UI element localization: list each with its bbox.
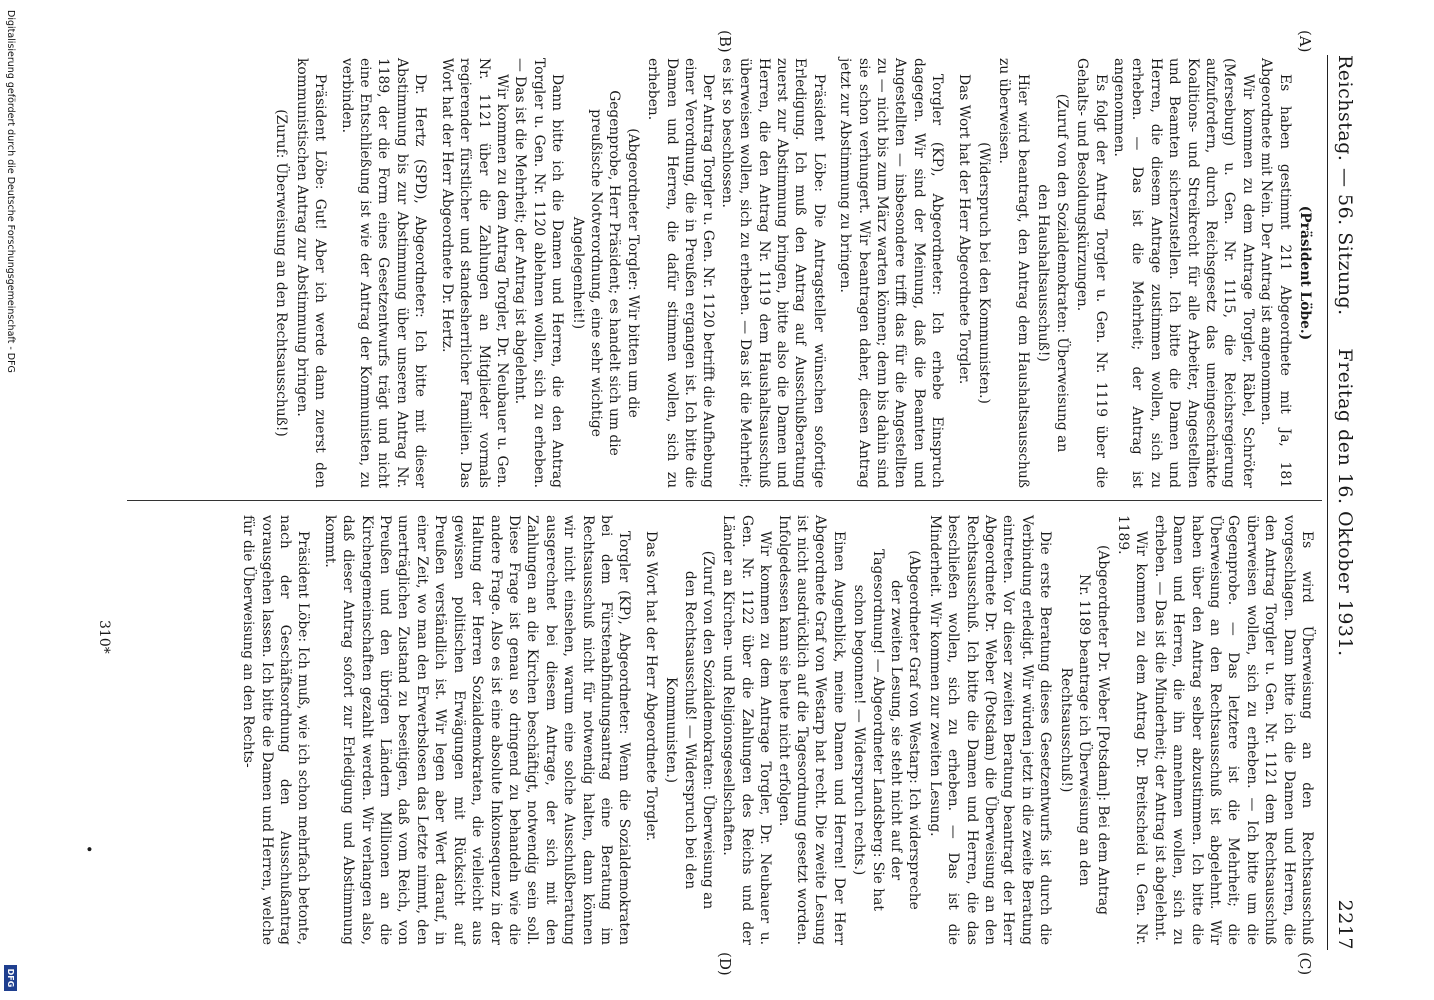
paragraph: Dann bitte ich die Damen und Herren, die den Antrag Torgler u. Gen. Nr. 1120 ablehnen wollen, sich zu erheben. — Das ist die Mehrheit; der Antrag ist abgelehnt.	[512, 58, 566, 488]
margin-mark-d: (D)	[716, 952, 734, 976]
ink-dot: •	[80, 845, 96, 854]
interjection: (Zuruf: Überweisung an den Rechtsausschuß!)	[273, 109, 290, 437]
speech-president: Präsident Löbe: Gut! Aber ich werde dann zuerst den kommunistischen Antrag zur Abstimmung bringen.	[293, 58, 329, 488]
paragraph: Das Wort hat der Herr Abgeordnete Torgler.	[642, 531, 659, 842]
paragraph: Einen Augenblick, meine Damen und Herren! Der Herr Abgeordnete Graf von Westarp hat recht. Die zweite Lesung ist nicht ausdrücklich auf die Tagesordnung gesetzt worden. Infolgedessen kann sie heute nicht erfolgen.	[775, 515, 847, 945]
speaker-heading: (Präsident Löbe.)	[1297, 205, 1313, 341]
interjection: (Abgeordneter Graf von Westarp: Ich widerspreche der zweiten Lesung, sie steht nicht auf der Tagesordnung! — Abgeordneter Landsberg: Sie hat schon begonnen! — Widerspruch rechts.)	[851, 549, 923, 911]
margin-mark-c: (C)	[1296, 952, 1314, 976]
paragraph: Das Wort hat der Herr Abgeordnete Torgler.	[955, 74, 972, 385]
header-left: Reichstag. — 56. Sitzung.	[1334, 55, 1356, 316]
right-column	[239, 515, 1316, 945]
sheet-number: 310*	[96, 620, 112, 654]
column-divider	[127, 500, 1322, 501]
speech-president: Präsident Löbe: Die Antragsteller wünschen sofortige Erledigung. Ich muß den Antrag auf Ausschußberatung zuerst zur Abstimmung bringen, bitte also die Damen und Herren, die den Antrag Nr. 1119 dem Haushaltsausschuß überweisen wollen, sich zu erheben. — Das ist die Mehrheit; es ist so beschlossen.	[718, 58, 827, 488]
paragraph: Hier wird beantragt, den Antrag dem Haushaltsausschuß zu überweisen.	[996, 58, 1031, 488]
speech-torgler: Torgler (KP), Abgeordneter: Ich erhebe Einspruch dagegen. Wir sind der Meinung, daß die Beamten und Angestellten — insbesondere trifft das für die Angestellten zu — nicht bis zum März warten können; denn bis dahin sind sie schon verhungert. Wir beantragen daher, diesen Antrag jetzt zur Abstimmung zu bringen.	[837, 58, 946, 488]
interjection: (Zuruf von den Sozialdemokraten: Überweisung an den Haushaltsausschuß!)	[1035, 93, 1070, 453]
margin-mark-a: (A)	[1296, 30, 1314, 53]
speech-hertz: Dr. Hertz (SPD), Abgeordneter: Ich bitte mit dieser Abstimmung bis zur Abstimmung über unseren Antrag Nr. 1189, der die Form eines Gesetzentwurfs trägt und nicht eine Entschließung ist wie der Antrag der Kommunisten, zu verbinden.	[338, 58, 429, 488]
paragraph: Die erste Beratung dieses Gesetzentwurfs ist durch die Verbindung erledigt. Wir würden jetzt in die zweite Beratung eintreten. Vor dieser zweiten Beratung beantragt der Herr Abgeordnete Dr. Weber (Potsdam) die Überweisung an den Rechtsausschuß. Ich bitte die Damen und Herren, die das beschließen wollen, sich zu erheben. — Das ist die Minderheit. Wir kommen zur zweiten Lesung.	[926, 515, 1054, 945]
paragraph: Der Antrag Torgler u. Gen. Nr. 1120 betrifft die Aufhebung einer Verordnung, die in Preußen ergangen ist. Ich bitte die Damen und Herren, die dafür stimmen wollen, sich zu erheben.	[645, 58, 717, 488]
page-header	[1330, 55, 1356, 950]
paragraph: Wir kommen zu dem Antrag Torgler, Dr. Neubauer u. Gen. Nr. 1121 über die Zahlungen an Mitglieder vormals regierender fürstlicher und standesherrlicher Familien. Das Wort hat der Herr Abgeordnete Dr. Hertz.	[438, 58, 510, 488]
margin-mark-b: (B)	[716, 30, 734, 53]
interjection: (Abgeordneter Torgler: Wir bitten um die Gegenprobe, Herr Präsident; es handelt sich um die preußische Notverordnung, eine sehr wichtige Angelegenheit!)	[569, 90, 641, 456]
speech-torgler: Torgler (KP), Abgeordneter: Wenn die Sozialdemokraten bei dem Fürstenabfindungsantrag eine Beratung im Rechtsausschuß nicht für notwendig halten, dann können wir nicht einsehen, warum eine solche Ausschußberatung ausgerechnet bei diesem Antrage, der sich mit den Zahlungen an die Kirchen beschäftigt, notwendig sein soll. Diese Frage ist genau so dringend zu behandeln wie die andere Frage. Also es ist eine absolute Inkonsequenz in der Haltung der Herren Sozialdemokraten, die vielleicht aus gewissen politischen Erwägungen mit Rücksicht auf Preußen verständlich ist. Wir legen aber Wert darauf, in einer Zeit, wo man den Erwerbslosen das Letzte nimmt, den unerträglichen Zustand zu beseitigen, daß vom Reich, von Preußen und den übrigen Ländern Millionen an die Kirchengemeinschaften gezahlt werden. Wir verlangen also, daß dieser Antrag sofort zur Erledigung und Abstimmung kommt.	[321, 515, 633, 945]
interjection: (Widerspruch bei den Kommunisten.)	[976, 142, 993, 404]
header-date: Freitag den 16. Oktober 1931.	[1334, 348, 1356, 657]
left-column	[270, 58, 1316, 488]
speech-president: Präsident Löbe: Ich muß, wie ich schon mehrfach betonte, nach der Geschäftsordnung den Ausschußantrag vorausgehen lassen. Ich bitte die Damen und Herren, welche für die Überweisung an den Rechts-	[240, 515, 312, 945]
interjection: (Abgeordneter Dr. Weber [Potsdam]: Bei dem Antrag Nr. 1189 beantrage ich Überweisung an den Rechtsausschuß!)	[1057, 545, 1111, 915]
header-rule	[1327, 55, 1328, 950]
interjection: (Zuruf von den Sozialdemokraten: Überweisung an den Rechtsausschuß! — Widerspruch bei den Kommunisten.)	[663, 550, 716, 910]
footer-text: Digitalisierung gefördert durch die Deutsche Forschungsgemeinschaft - DFG	[5, 10, 16, 373]
paragraph: Es folgt der Antrag Torgler u. Gen. Nr. 1119 über die Gehalts- und Besoldungskürzungen.	[1074, 58, 1109, 488]
paragraph: Es wird Überweisung an den Rechtsausschuß vorgeschlagen. Dann bitte ich die Damen und Herren, die den Antrag Torgler u. Gen. Nr. 1121 dem Rechtsausschuß überweisen wollen, sich zu erheben. — Ich bitte um die Gegenprobe. — Das letztere ist die Mehrheit; die Überweisung an den Rechtsausschuß ist abgelehnt. Wir haben über den Antrag selber abzustimmen. Ich bitte die Damen und Herren, die ihn annehmen wollen, sich zu erheben. — Das ist die Minderheit; der Antrag ist abgelehnt.	[1151, 515, 1315, 945]
paragraph: Wir kommen zu dem Antrage Torgler, Dr. Neubauer u. Gen. Nr. 1122 über die Zahlungen des Reichs und der Länder an Kirchen- und Religionsgesellschaften.	[720, 515, 774, 945]
paragraph: Wir kommen zu dem Antrage Torgler, Räbel, Schröter (Merseburg) u. Gen. Nr. 1115, die Reichsregierung aufzufordern, durch Reichsgesetz das uneingeschränkte Koalitions- und Streikrecht für alle Arbeiter, Angestellten und Beamten sicherzustellen. Ich bitte die Damen und Herren, die diesem Antrage zustimmen wollen, sich zu erheben. — Das ist die Mehrheit; der Antrag ist angenommen.	[1110, 58, 1256, 488]
paragraph: Wir kommen zu dem Antrag Dr. Breitscheid u. Gen. Nr. 1189.	[1114, 515, 1150, 945]
header-page-number: 2217	[1334, 899, 1356, 950]
digitization-footer	[2, 0, 16, 1000]
dfg-logo-icon: DFG	[4, 965, 17, 991]
paragraph: Es haben gestimmt 211 Abgeordnete mit Ja, 181 Abgeordnete mit Nein. Der Antrag ist angenommen.	[1258, 58, 1293, 488]
